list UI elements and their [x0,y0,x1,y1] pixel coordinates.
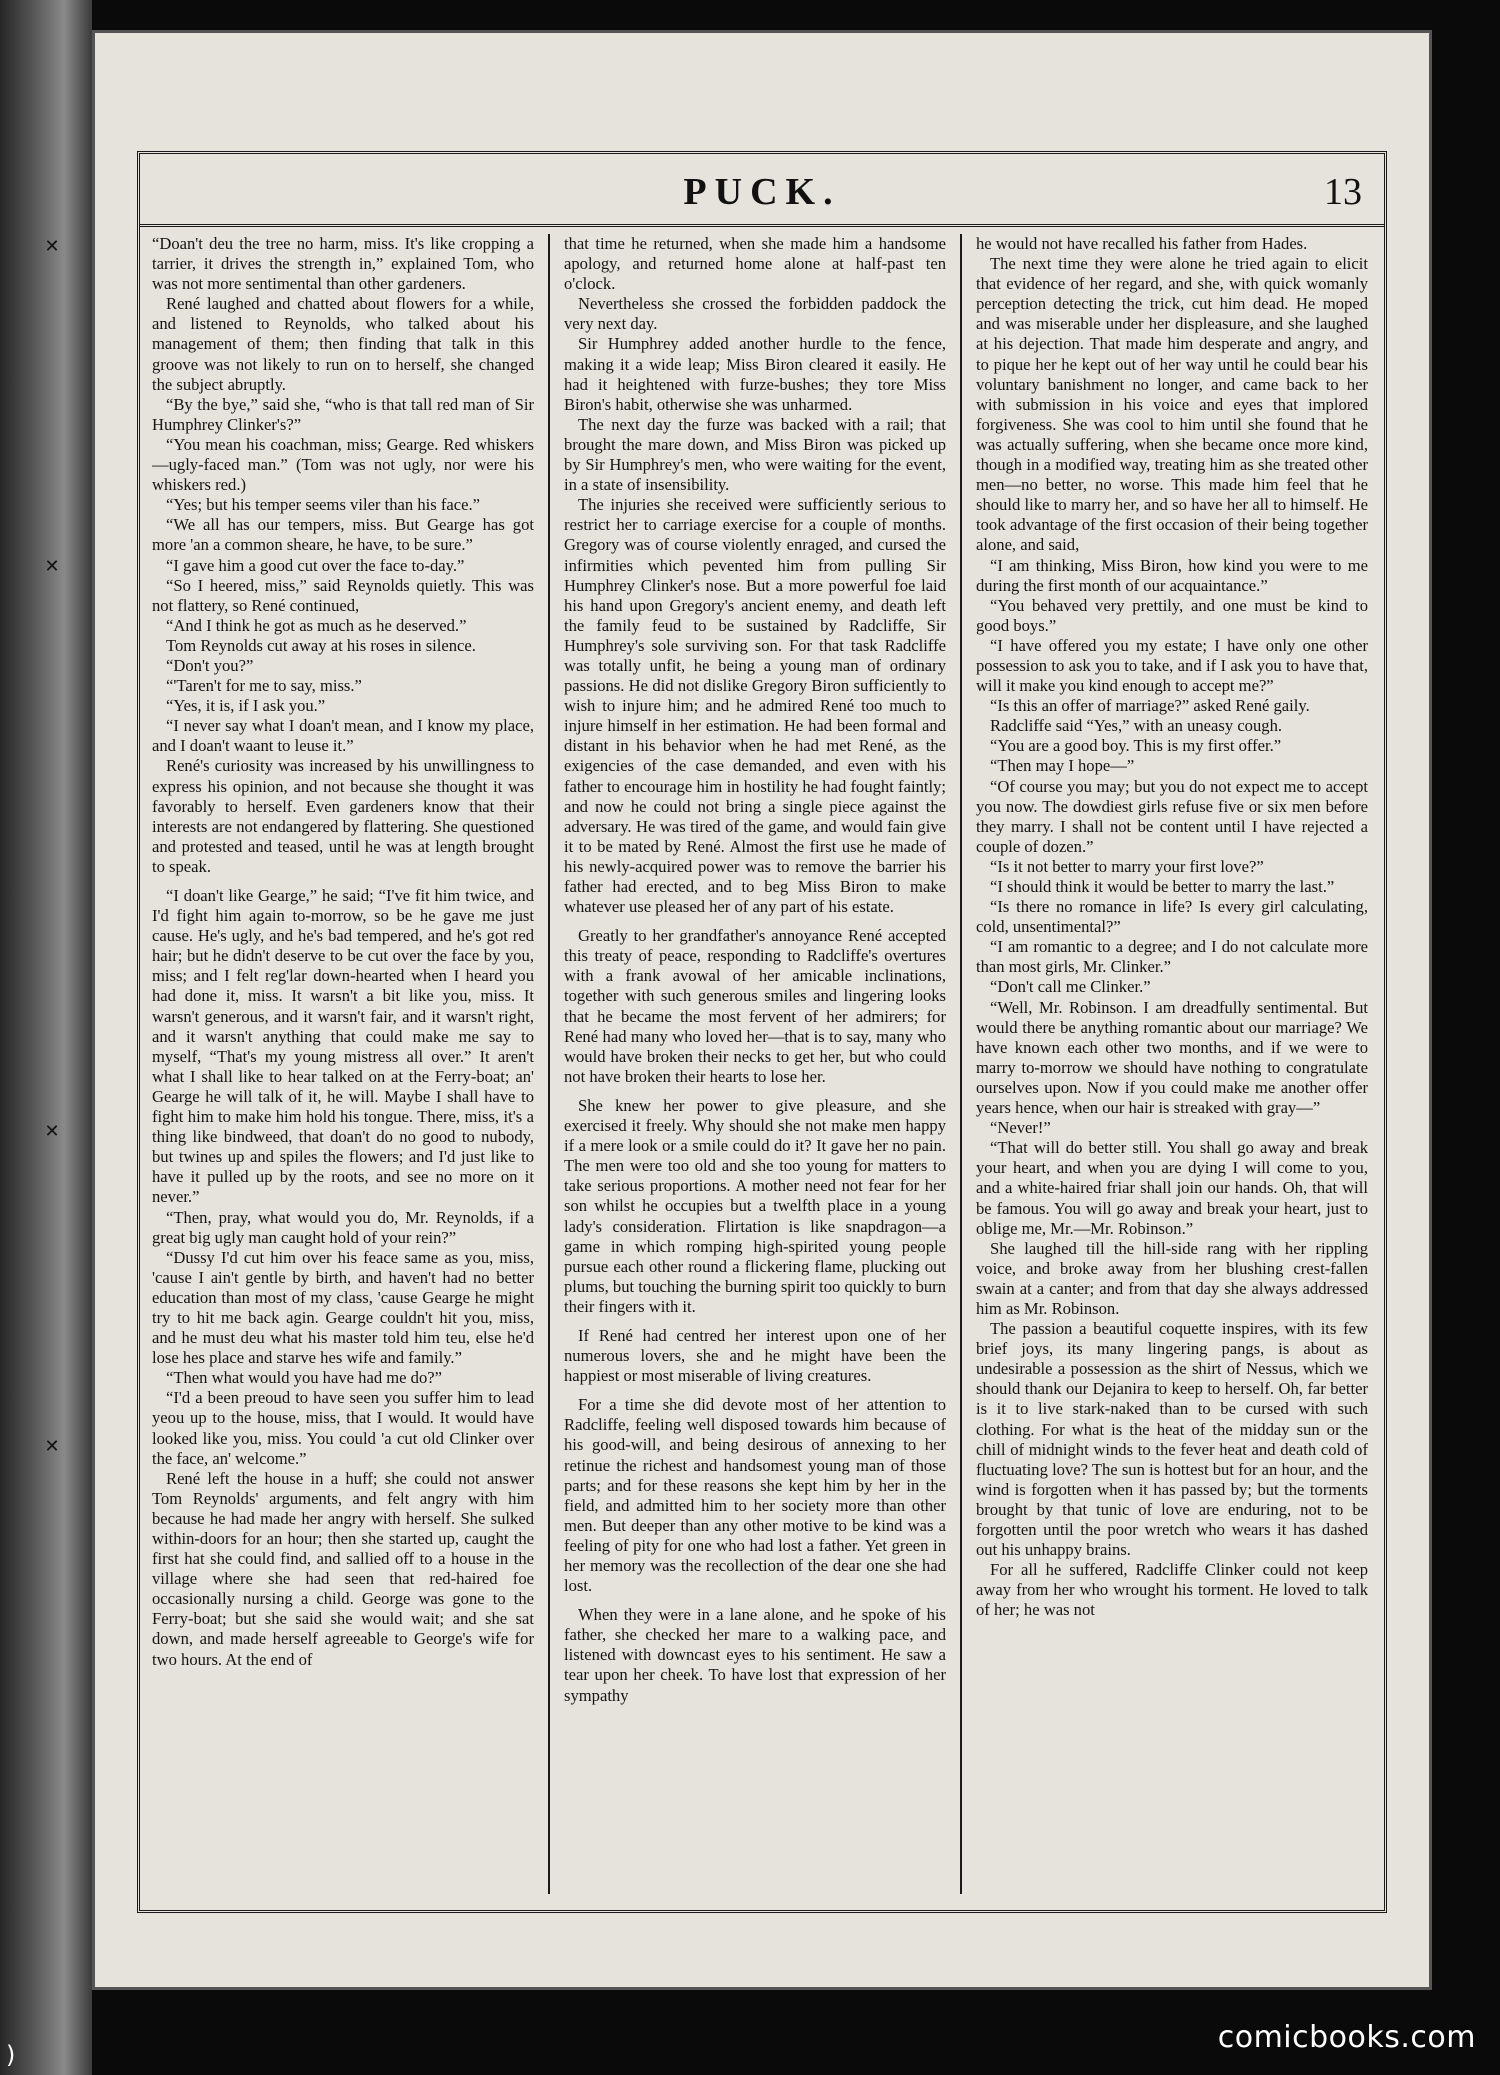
text-column-2 [564,234,946,1898]
paragraph: “You are a good boy. This is my first offer.” [990,736,1282,756]
paragraph: She knew her power to give pleasure, and she exercised it freely. Why should she not make men happy if a mere look or a smile could do it? It gave her no pain. The men were too old and she too young for matters to take serious proportions. A mother need not fear for her son whilst he occupies but a twelfth place in a young lady's consideration. Flirtation is like snapdragon—a game in which romping high-spirited young people pursue each other round a flickering flame, plucking out plums, but touching the burning spirit too quickly to burn their fingers with it. [564,1095,946,1316]
paragraph: “Then what would you have had me do?” [166,1368,443,1388]
text-column-1 [152,234,534,1898]
paragraph: “I am thinking, Miss Biron, how kind you were to me during the first month of our acquaintance.” [976,555,1368,595]
binding-stitch-mark: ✕ [44,1436,60,1457]
paragraph: René's curiosity was increased by his unwillingness to express his opinion, and not because she thought it was favorably to herself. Even gardeners know that their interests are not endangered by flattering. She questioned and protested and teased, until he was at length brought to speak. [152,756,534,876]
binding-stitch-mark: ✕ [44,556,60,577]
page-number: 13 [1324,171,1362,213]
paragraph: Sir Humphrey added another hurdle to the fence, making it a wide leap; Miss Biron cleared it easily. He had it heightened with furze-bushes; they tore Miss Biron's habit, otherwise she was unharmed. [564,334,946,414]
paragraph: Greatly to her grandfather's annoyance René accepted this treaty of peace, responding to Radcliffe's overtures with a frank avowal of her amicable inclinations, together with such generous smiles and lingering looks that he became the most fervent of her admirers; for René had many who loved her—that is to say, many who would have broken their necks to get her, but who could not have broken their hearts to lose her. [564,926,946,1086]
paragraph: “'Taren't for me to say, miss.” [166,676,362,696]
paragraph: “That will do better still. You shall go away and break your heart, and when you are dying I will come to you, and a white-haired friar shall join our hands. Oh, that will be famous. You will go away and break your heart, just to oblige me, Mr.—Mr. Robinson.” [976,1138,1368,1238]
paragraph: “And I think he got as much as he deserved.” [166,615,467,635]
paragraph: that time he returned, when she made him a handsome apology, and returned home alone at half-past ten o'clock. [564,234,946,294]
paragraph: She laughed till the hill-side rang with her rippling voice, and broke away from her blushing crest-fallen swain at a canter; and from that day she always addressed him as Mr. Robinson. [976,1238,1368,1318]
paragraph: “Don't call me Clinker.” [990,977,1151,997]
paragraph: “I should think it would be better to marry the last.” [990,877,1335,896]
paragraph: “Yes, it is, if I ask you.” [166,696,326,716]
paragraph: “Never!” [990,1118,1051,1138]
paragraph: “Doan't deu the tree no harm, miss. It's like cropping a tarrier, it drives the strength in,” explained Tom, who was not more sentimental than other gardeners. [152,234,534,294]
paragraph: “I gave him a good cut over the face to-day.” [166,555,465,575]
paragraph: “We all has our tempers, miss. But Gearge has got more 'an a common sheare, he have, to be sure.” [152,515,534,555]
paragraph: “You mean his coachman, miss; Gearge. Red whiskers—ugly-faced man.” (Tom was not ugly, nor were his whiskers red.) [152,434,534,495]
binding-stitch-mark: ✕ [44,236,60,257]
paragraph: “I have offered you my estate; I have only one other possession to ask you to take, and if I ask you to have that, will it make you kind enough to accept me?” [976,635,1368,696]
paragraph: “I'd a been preoud to have seen you suffer him to lead yeou up to the house, miss, that I would. It would have looked like you, miss. You could 'a cut old Clinker over the face, an' welcome.” [152,1388,534,1468]
paragraph: “I never say what I doan't mean, and I know my place, and I doan't waant to leuse it.” [152,716,534,756]
paragraph: For a time she did devote most of her attention to Radcliffe, feeling well disposed towards him because of his good-will, and being desirous of annexing to her retinue the richest and handsomest young man of those parts; and for these reasons she kept him by her in the field, and admitted him to her society more than other men. But deeper than any other motive to be kind was a feeling of pity for one who had lost a father. Yet green in her memory was the recollection of the dear one she had lost. [564,1395,946,1596]
magazine-page [92,30,1432,1990]
corner-bracket-icon: ) [6,2041,16,2069]
masthead-title: PUCK. [683,171,841,213]
paragraph: When they were in a lane alone, and he spoke of his father, she checked her mare to a walking pace, and listened with downcast eyes to his sentiment. He saw a tear upon her cheek. To have lost that expression of her sympathy [564,1605,946,1705]
paragraph: For all he suffered, Radcliffe Clinker could not keep away from her who wrought his torment. He loved to talk of her; he was not [976,1560,1368,1620]
site-watermark: comicbooks.com [1217,2020,1476,2055]
paragraph: “You behaved very prettily, and one must be kind to good boys.” [976,595,1368,635]
paragraph: “Yes; but his temper seems viler than his face.” [166,495,480,515]
column-divider [960,234,962,1894]
paragraph: “Well, Mr. Robinson. I am dreadfully sentimental. But would there be anything romantic about our marriage? We have known each other two months, and if we were to marry to-morrow we should have nothing to congratulate ourselves upon. Now if you could make me another offer years hence, when our hair is streaked with gray—” [976,997,1368,1118]
paragraph: “Is it not better to marry your first love?” [990,856,1264,876]
paragraph: Nevertheless she crossed the forbidden paddock the very next day. [564,294,946,334]
paragraph: The next day the furze was backed with a rail; that brought the mare down, and Miss Biron was picked up by Sir Humphrey's men, who were waiting for the event, in a state of insensibility. [564,414,946,495]
paragraph: “Of course you may; but you do not expect me to accept you now. The dowdiest girls refuse five or six men before they marry. I shall not be content until I have rejected a couple of dozen.” [976,776,1368,856]
paragraph: “Then may I hope—” [990,756,1135,776]
header-rule [140,224,1384,227]
paragraph: “I doan't like Gearge,” he said; “I've fit him twice, and I'd fight him again to-morrow, so be he gave me just cause. He's ugly, and he's bad tempered, and he's got red hair; but he didn't deserve to be cut over the face by you, miss; and I felt reg'lar down-hearted when I heard you had done it, miss. It warsn't a bit like you, miss. It warsn't generous, and it warsn't fair, and it warsn't right, and it warsn't anything that could make me say to myself, “That's my young mistress all over.” It aren't what I shall like to hear talked on at the Ferry-boat; an' Gearge he will talk of it, he will. Maybe I shall have to fight him to make him hold his tongue. There, miss, it's a thing like bindweed, that doan't do no good to nubody, but twines up and spiles the flowers; and I'd just like to have it pulled up by the roots, and see no more on it never.” [152,886,534,1207]
paragraph: René left the house in a huff; she could not answer Tom Reynolds' arguments, and felt angry with him because he had made her angry with herself. She sulked within-doors for an hour; then she started up, caught the first hat she could find, and sallied off to a house in the village where she had seen that red-haired foe occasionally nursing a child. George was gone to the Ferry-boat; but she said she would wait; and she sat down, and made herself agreeable to George's wife for two hours. At the end of [152,1468,534,1669]
paragraph: “So I heered, miss,” said Reynolds quietly. This was not flattery, so René continued, [152,575,534,615]
column-divider [548,234,550,1894]
paragraph: The passion a beautiful coquette inspires, with its few brief joys, its many lingering pangs, is about as undesirable a possession as the shirt of Nessus, which we should thank our Dejanira to keep to herself. Oh, far better is it to live stark-naked than to be cursed with such clothing. For what is the heat of the midday sun or the chill of midnight winds to the fever heat and death cold of fluctuating love? The sun is hottest but for an hour, and the wind is forgotten when it has passed by; but the torments brought by that tunic of love are enduring, not to be forgotten until the poor wretch who wears it has dashed out his unhappy brains. [976,1319,1368,1560]
binding-edge [0,0,92,2075]
paragraph: “By the bye,” said she, “who is that tall red man of Sir Humphrey Clinker's?” [152,394,534,434]
paragraph: The injuries she received were sufficiently serious to restrict her to carriage exercise for a couple of months. Gregory was of course violently enraged, and cursed the infirmities which pevented him from pulling Sir Humphrey Clinker's nose. But a more powerful foe laid his hand upon Gregory's ancient enemy, and death left the family feud to be sustained by Radcliffe, Sir Humphrey's sole surviving son. For that task Radcliffe was totally unfit, he being a young man of ordinary passions. He did not dislike Gregory Biron sufficiently to wish to injure him; and he admired René too much to injure himself in her estimation. He had been formal and distant in his behavior when he had met René, as the exigencies of the case demanded, and even with his father to encourage him in hostility he had fought faintly; and now he could not bring a single piece against the adversary. He was tired of the game, and would fain give it to be mated by René. Almost the first use he made of his newly-acquired power was to remove the barrier his father had erected, and to beg Miss Biron to make whatever use pleased her of any part of his estate. [564,495,946,917]
paragraph: René laughed and chatted about flowers for a while, and listened to Reynolds, who talked about his management of them; then finding that talk in this groove was not likely to run on to herself, she changed the subject abruptly. [152,294,534,394]
page-border-frame [137,151,1387,1913]
paragraph: he would not have recalled his father from Hades. [976,234,1308,253]
binding-stitch-mark: ✕ [44,1121,60,1142]
paragraph: Radcliffe said “Yes,” with an uneasy cough. [990,716,1283,736]
paragraph: “Don't you?” [166,655,254,675]
page-header [140,170,1384,220]
paragraph: “I am romantic to a degree; and I do not calculate more than most girls, Mr. Clinker.” [976,937,1368,977]
paragraph: “Dussy I'd cut him over his feace same as you, miss, 'cause I ain't gentle by birth, and haven't had no better education than most of my class, 'cause Gearge he might try to hit me back agin. Gearge couldn't hit you, miss, and he must deu what his master told him teu, else he'd lose hes place and starve hes wife and family.” [152,1247,534,1368]
paragraph: “Is this an offer of marriage?” asked René gaily. [990,696,1310,716]
paragraph: The next time they were alone he tried again to elicit that evidence of her regard, and she, with quick womanly perception detecting the trick, cut him dead. He moped and was miserable under her displeasure, and she laughed at his dejection. That made him desperate and angry, and to pique her he kept out of her way until he could bear his voluntary banishment no longer, and came back to her with submission in his voice and eyes that implored forgiveness. She was cool to him until she found that he was actually suffering, when she became once more kind, though in a modified way, treating him as she treated other men—no better, no worse. This made him feel that he should like to marry her, and so have her all to himself. He took advantage of the first occasion of their being together alone, and said, [976,254,1368,555]
paragraph: If René had centred her interest upon one of her numerous lovers, she and he might have been the happiest or most miserable of living creatures. [564,1325,946,1386]
paragraph: Tom Reynolds cut away at his roses in silence. [166,635,476,655]
paragraph: “Then, pray, what would you do, Mr. Reynolds, if a great big ugly man caught hold of your rein?” [152,1207,534,1247]
text-column-3 [976,234,1368,1898]
paragraph: “Is there no romance in life? Is every girl calculating, cold, unsentimental?” [976,897,1368,937]
